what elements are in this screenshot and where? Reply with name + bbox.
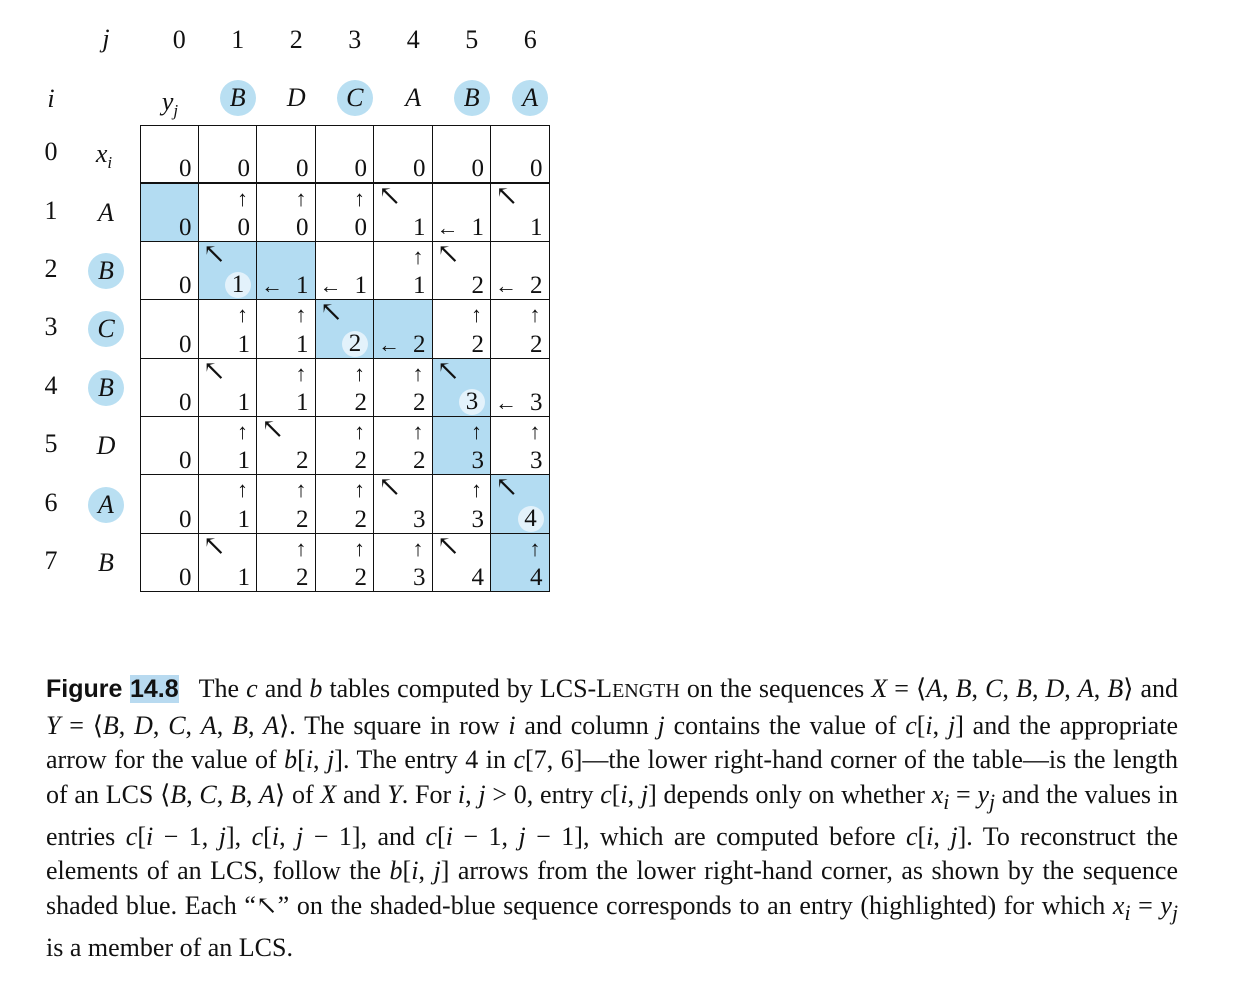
x-letter-4: B [88,370,124,406]
cell-value: 0 [179,155,192,183]
cell-1-4 [374,183,433,241]
cell-value: 0 [354,155,367,183]
arrow-diagonal-icon: ↖ [202,530,226,562]
cell-6-1 [199,475,258,533]
cell-value: 2 [530,272,543,300]
column-index-2: 2 [289,25,303,54]
arrow-up-icon: ↑ [471,302,482,328]
cell-4-6 [491,359,550,417]
arrow-diagonal-icon: ↖ [202,355,226,387]
cell-value: 1 [237,388,250,416]
arrow-up-icon: ↑ [237,477,248,503]
cell-value: 3 [471,447,484,475]
cell-value: 0 [471,155,484,183]
cell-1-5 [433,183,492,241]
cell-value: 0 [237,155,250,183]
cell-value: 1 [530,213,543,241]
arrow-up-icon: ↑ [237,186,248,212]
cell-value: 2 [413,447,426,475]
arrow-up-icon: ↑ [412,419,424,444]
cell-value: 2 [413,330,426,358]
figure-caption [46,672,1178,965]
caption-label-word: Figure [46,675,123,703]
cell-value: 0 [179,330,192,358]
arrow-left-icon: ← [378,331,400,357]
arrow-up-icon: ↑ [412,360,424,386]
cell-7-3 [316,534,375,592]
cell-value: 1 [237,447,250,475]
cell-1-1 [199,183,258,241]
cell-value: 2 [354,564,367,592]
i-label: i [47,84,55,113]
y-letter-3: C [337,80,373,116]
cell-3-3 [316,297,375,358]
cell-value: 0 [179,213,192,241]
cell-4-1 [199,355,258,417]
row-index-3: 3 [44,312,58,342]
x-letter-5: D [96,431,116,461]
arrow-up-icon: ↑ [471,419,482,444]
cell-5-3 [316,417,375,475]
cell-0-6 [491,125,550,183]
cell-value: 1 [413,213,426,241]
arrow-diagonal-icon: ↖ [436,238,460,270]
cell-0-3 [316,125,375,183]
cell-value: 2 [354,505,367,533]
arrow-up-icon: ↑ [354,535,365,561]
row-index-7: 7 [44,546,58,575]
cell-value: 2 [342,331,368,357]
lcs-table [140,125,550,593]
arrow-up-icon: ↑ [471,477,482,503]
arrow-diagonal-icon: ↖ [495,181,519,213]
cell-5-4 [374,417,433,475]
cell-value: 0 [354,213,367,241]
cell-value: 1 [237,330,250,358]
x-letter-7: B [98,548,114,577]
arrow-left-icon: ← [436,214,459,240]
cell-4-0 [140,359,199,417]
cell-5-0 [140,417,199,475]
cell-value: 1 [296,272,309,300]
arrow-left-icon: ← [495,273,517,299]
cell-1-6 [491,183,550,241]
cell-value: 3 [530,388,543,416]
cell-value: 0 [179,447,192,475]
cell-6-3 [316,475,375,533]
cell-2-6 [491,242,550,300]
cell-value: 2 [413,388,426,416]
cell-2-2 [257,242,316,300]
cell-5-2 [257,414,316,475]
cell-3-6 [491,300,550,358]
cell-value: 1 [237,505,250,533]
cell-value: 0 [530,155,543,183]
cell-3-1 [199,300,258,358]
cell-6-2 [257,475,316,533]
cell-0-1 [199,125,258,183]
cell-1-0 [140,183,199,241]
cell-value: 3 [413,505,426,533]
cell-value: 1 [296,330,309,358]
arrow-up-icon: ↑ [529,302,541,328]
cell-7-1 [199,530,258,592]
cell-6-5 [433,475,492,533]
arrow-up-icon: ↑ [354,360,365,386]
cell-value: 0 [237,213,250,241]
cell-6-0 [140,475,199,533]
cell-value: 2 [296,564,309,592]
cell-3-4 [374,300,433,358]
arrow-diagonal-icon: ↖ [202,238,226,270]
cell-4-5 [433,355,492,417]
arrow-up-icon: ↑ [295,477,307,503]
column-index-0: 0 [172,25,186,54]
row-index-6: 6 [44,487,58,517]
cell-value: 3 [471,505,484,533]
cell-2-5 [433,238,492,300]
cell-2-4 [374,242,433,300]
cell-value: 2 [296,505,309,533]
cell-value: 0 [179,272,192,300]
caption-label-number: 14.8 [129,675,179,703]
cell-3-0 [140,300,199,358]
row-index-5: 5 [44,429,58,459]
arrow-up-icon: ↑ [529,535,541,561]
column-index-6: 6 [523,25,537,54]
cell-value: 0 [179,388,192,416]
cell-value: 2 [471,272,484,300]
cell-6-4 [374,472,433,533]
arrow-diagonal-icon: ↖ [436,530,460,562]
arrow-diagonal-icon: ↖ [495,472,519,504]
y-label: $y_j$ [161,87,179,121]
cell-7-4 [374,534,433,592]
arrow-up-icon: ↑ [354,186,365,212]
y-letter-1: B [220,80,256,116]
arrow-diagonal-icon: ↖ [319,297,343,329]
caption-text: The c and b tables computed by LCS-LENGTH on the sequences X = ⟨A, B, C, B, D, A, B⟩ and Y = ⟨B, D, C, A, B, A⟩. The square in row i and column j contains the value of c[i, j] and the appropriate arrow for the value of b[i, j]. The entry 4 in c[7, 6]—the lower right-hand corner of the table—is the length of an LCS ⟨B, C, B, A⟩ of X and Y. For i, j > 0, entry c[i, j] depends only on whether $x_i = y_j$ and the values in entries c[i − 1, j], c[i, j − 1], and c[i − 1, j − 1], which are computed before c[i, j]. To reconstruct the elements of an LCS, follow the b[i, j] arrows from the lower right-hand corner, as shown by the sequence shaded blue. Each “↖” on the shaded-blue sequence corresponds to an entry (highlighted) for which $x_i = y_j$ is a member of an LCS. [46,674,1179,962]
column-index-1: 1 [231,25,245,54]
x-letter-3: C [88,311,124,347]
cell-3-5 [433,300,492,358]
cell-5-5 [433,417,492,475]
row-index-0: 0 [44,137,58,167]
caption-label [46,675,179,703]
cell-5-6 [491,417,550,475]
cell-value: 1 [237,564,250,592]
cell-value: 0 [179,564,192,592]
cell-5-1 [199,417,258,475]
arrow-diagonal-icon: ↖ [436,355,460,387]
cell-value: 3 [459,389,485,415]
cell-4-4 [374,359,433,417]
y-letter-5: B [454,80,490,116]
cell-value: 2 [296,447,309,475]
x-letter-6: A [88,487,124,523]
cell-7-5 [433,530,492,592]
cell-7-2 [257,534,316,592]
arrow-up-icon: ↑ [295,302,307,328]
arrow-up-icon: ↑ [529,419,541,444]
arrow-left-icon: ← [261,273,283,299]
cell-value: 0 [296,155,309,183]
x-letter-1: A [98,197,114,227]
cell-6-6 [491,472,550,533]
cell-3-2 [257,300,316,358]
y-letter-4: A [405,83,422,112]
cell-value: 0 [413,155,426,183]
cell-value: 1 [296,388,309,416]
cell-value: 0 [296,213,309,241]
row-index-1: 1 [44,195,58,225]
cell-0-5 [433,125,492,183]
row-index-2: 2 [44,254,58,283]
cell-value: 1 [225,272,251,298]
arrow-left-icon: ← [495,389,517,415]
cell-value: 3 [530,447,543,475]
j-label: j [102,24,110,53]
column-index-5: 5 [465,25,479,54]
x-label: $x_i$ [95,139,113,173]
arrow-up-icon: ↑ [295,186,307,212]
cell-2-0 [140,242,199,300]
cell-value: 0 [179,505,192,533]
cell-2-1 [199,238,258,300]
arrow-up-icon: ↑ [237,302,248,328]
cell-value: 2 [354,388,367,416]
arrow-left-icon: ← [319,273,342,299]
cell-7-6 [491,534,550,592]
cell-4-3 [316,359,375,417]
cell-7-0 [140,534,199,592]
cell-1-3 [316,183,375,241]
column-index-3: 3 [348,25,362,54]
y-letter-2: D [286,83,306,112]
cell-value: 4 [471,564,484,592]
row-index-4: 4 [44,370,58,400]
cell-1-2 [257,183,316,241]
cell-0-2 [257,125,316,183]
cell-value: 4 [518,506,544,532]
cell-value: 2 [354,447,367,475]
arrow-up-icon: ↑ [412,535,424,561]
arrow-up-icon: ↑ [295,535,307,561]
arrow-up-icon: ↑ [295,360,307,386]
cell-value: 4 [530,564,543,592]
column-index-4: 4 [406,25,420,54]
cell-2-3 [316,242,375,300]
cell-value: 1 [354,272,367,300]
cell-value: 2 [471,330,484,358]
cell-value: 2 [530,330,543,358]
arrow-up-icon: ↑ [354,419,365,444]
cell-0-0 [140,125,199,183]
arrow-up-icon: ↑ [237,419,248,444]
cell-value: 1 [471,213,484,241]
cell-value: 1 [413,272,426,300]
y-letter-6: A [512,80,548,116]
arrow-up-icon: ↑ [412,243,424,269]
cell-0-4 [374,125,433,183]
arrow-diagonal-icon: ↖ [378,472,402,504]
x-letter-2: B [88,253,124,289]
arrow-up-icon: ↑ [354,477,365,503]
cell-4-2 [257,359,316,417]
cell-value: 3 [413,564,426,592]
arrow-diagonal-icon: ↖ [261,414,285,445]
arrow-diagonal-icon: ↖ [378,181,402,213]
